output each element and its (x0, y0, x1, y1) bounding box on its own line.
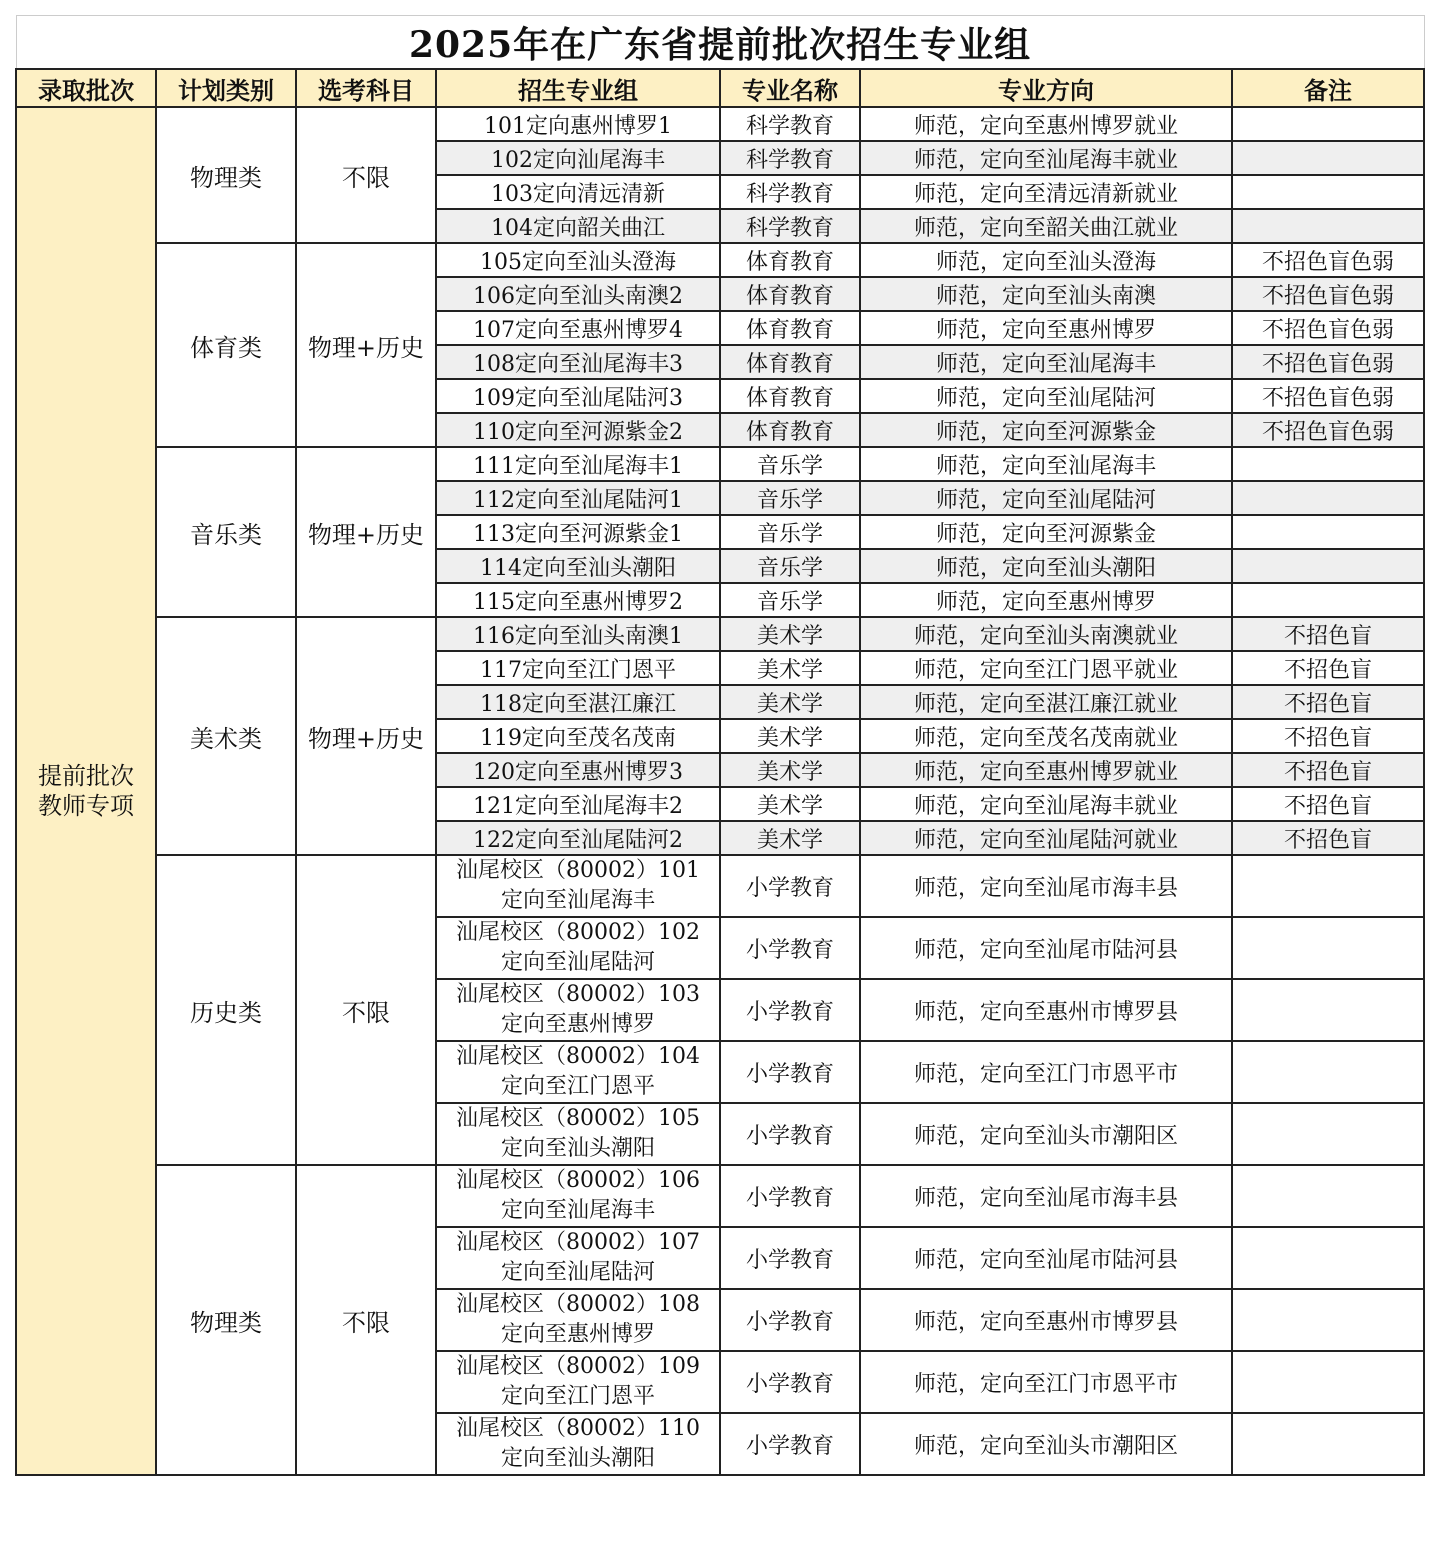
subjects-cell: 不限 (296, 107, 436, 243)
header-row (16, 69, 1424, 107)
note-cell (1232, 1103, 1424, 1165)
header-plan-category: 计划类别 (156, 69, 296, 107)
major-group-cell: 汕尾校区（80002）106 定向至汕尾海丰 (436, 1165, 720, 1227)
major-group-cell: 104定向韶关曲江 (436, 209, 720, 243)
direction-cell: 师范，定向至茂名茂南就业 (860, 719, 1232, 753)
major-name-cell: 音乐学 (720, 481, 860, 515)
note-cell (1232, 175, 1424, 209)
subjects-cell: 物理+历史 (296, 447, 436, 617)
note-cell (1232, 1289, 1424, 1351)
header-major-group: 招生专业组 (436, 69, 720, 107)
major-name-cell: 小学教育 (720, 1041, 860, 1103)
major-name-cell: 美术学 (720, 787, 860, 821)
major-group-cell: 117定向至江门恩平 (436, 651, 720, 685)
major-name-cell: 体育教育 (720, 243, 860, 277)
major-name-cell: 美术学 (720, 719, 860, 753)
direction-cell: 师范，定向至江门恩平就业 (860, 651, 1232, 685)
major-group-cell: 汕尾校区（80002）109 定向至江门恩平 (436, 1351, 720, 1413)
table-row (16, 107, 1424, 141)
major-name-cell: 体育教育 (720, 311, 860, 345)
major-name-cell: 美术学 (720, 651, 860, 685)
header-major-name: 专业名称 (720, 69, 860, 107)
table-row (16, 617, 1424, 651)
major-name-cell: 美术学 (720, 753, 860, 787)
major-name-cell: 小学教育 (720, 855, 860, 917)
major-group-cell: 110定向至河源紫金2 (436, 413, 720, 447)
major-name-cell: 音乐学 (720, 447, 860, 481)
major-name-cell: 音乐学 (720, 549, 860, 583)
subjects-cell: 不限 (296, 1165, 436, 1475)
subjects-cell: 不限 (296, 855, 436, 1165)
major-name-cell: 科学教育 (720, 175, 860, 209)
direction-cell: 师范，定向至汕尾海丰就业 (860, 141, 1232, 175)
note-cell (1232, 855, 1424, 917)
header-batch: 录取批次 (16, 69, 156, 107)
note-cell: 不招色盲 (1232, 719, 1424, 753)
note-cell (1232, 515, 1424, 549)
note-cell: 不招色盲色弱 (1232, 413, 1424, 447)
major-name-cell: 小学教育 (720, 1351, 860, 1413)
major-name-cell: 科学教育 (720, 141, 860, 175)
table-row (16, 855, 1424, 917)
direction-cell: 师范，定向至惠州博罗 (860, 583, 1232, 617)
direction-cell: 师范，定向至江门市恩平市 (860, 1351, 1232, 1413)
table-body (16, 107, 1424, 1475)
major-group-cell: 120定向至惠州博罗3 (436, 753, 720, 787)
major-name-cell: 体育教育 (720, 379, 860, 413)
major-group-cell: 105定向至汕头澄海 (436, 243, 720, 277)
major-name-cell: 小学教育 (720, 1413, 860, 1475)
note-cell: 不招色盲 (1232, 753, 1424, 787)
note-cell: 不招色盲色弱 (1232, 345, 1424, 379)
major-name-cell: 小学教育 (720, 1227, 860, 1289)
major-group-cell: 汕尾校区（80002）103 定向至惠州博罗 (436, 979, 720, 1041)
direction-cell: 师范，定向至清远清新就业 (860, 175, 1232, 209)
major-name-cell: 科学教育 (720, 107, 860, 141)
enrollment-sheet (15, 15, 1423, 1476)
major-group-cell: 107定向至惠州博罗4 (436, 311, 720, 345)
note-cell (1232, 1351, 1424, 1413)
major-group-cell: 111定向至汕尾海丰1 (436, 447, 720, 481)
subjects-cell: 物理+历史 (296, 617, 436, 855)
note-cell: 不招色盲色弱 (1232, 311, 1424, 345)
direction-cell: 师范，定向至汕头澄海 (860, 243, 1232, 277)
plan-category-cell: 历史类 (156, 855, 296, 1165)
major-group-cell: 汕尾校区（80002）105 定向至汕头潮阳 (436, 1103, 720, 1165)
major-name-cell: 小学教育 (720, 1103, 860, 1165)
major-group-cell: 汕尾校区（80002）108 定向至惠州博罗 (436, 1289, 720, 1351)
direction-cell: 师范，定向至汕头潮阳 (860, 549, 1232, 583)
major-name-cell: 音乐学 (720, 583, 860, 617)
direction-cell: 师范，定向至惠州市博罗县 (860, 1289, 1232, 1351)
direction-cell: 师范，定向至汕头南澳就业 (860, 617, 1232, 651)
major-name-cell: 小学教育 (720, 1289, 860, 1351)
note-cell (1232, 1165, 1424, 1227)
major-group-cell: 118定向至湛江廉江 (436, 685, 720, 719)
major-name-cell: 体育教育 (720, 413, 860, 447)
page-title: 2025年在广东省提前批次招生专业组 (16, 16, 1424, 70)
direction-cell: 师范，定向至河源紫金 (860, 515, 1232, 549)
direction-cell: 师范，定向至汕尾陆河 (860, 379, 1232, 413)
major-group-cell: 113定向至河源紫金1 (436, 515, 720, 549)
note-cell (1232, 1041, 1424, 1103)
major-group-cell: 122定向至汕尾陆河2 (436, 821, 720, 855)
note-cell (1232, 447, 1424, 481)
note-cell (1232, 1227, 1424, 1289)
direction-cell: 师范，定向至汕头市潮阳区 (860, 1103, 1232, 1165)
major-name-cell: 小学教育 (720, 1165, 860, 1227)
note-cell (1232, 209, 1424, 243)
plan-category-cell: 体育类 (156, 243, 296, 447)
direction-cell: 师范，定向至汕头市潮阳区 (860, 1413, 1232, 1475)
major-name-cell: 小学教育 (720, 979, 860, 1041)
direction-cell: 师范，定向至汕尾海丰就业 (860, 787, 1232, 821)
header-subjects: 选考科目 (296, 69, 436, 107)
major-name-cell: 体育教育 (720, 345, 860, 379)
note-cell: 不招色盲色弱 (1232, 277, 1424, 311)
major-group-cell: 115定向至惠州博罗2 (436, 583, 720, 617)
batch-cell: 提前批次 教师专项 (16, 107, 156, 1475)
note-cell (1232, 917, 1424, 979)
direction-cell: 师范，定向至惠州市博罗县 (860, 979, 1232, 1041)
note-cell (1232, 583, 1424, 617)
table-row (16, 1165, 1424, 1227)
major-group-cell: 103定向清远清新 (436, 175, 720, 209)
direction-cell: 师范，定向至汕尾陆河就业 (860, 821, 1232, 855)
major-name-cell: 体育教育 (720, 277, 860, 311)
direction-cell: 师范，定向至汕尾市海丰县 (860, 1165, 1232, 1227)
note-cell (1232, 549, 1424, 583)
major-name-cell: 音乐学 (720, 515, 860, 549)
major-group-cell: 121定向至汕尾海丰2 (436, 787, 720, 821)
direction-cell: 师范，定向至汕尾市陆河县 (860, 1227, 1232, 1289)
note-cell: 不招色盲色弱 (1232, 379, 1424, 413)
major-name-cell: 小学教育 (720, 917, 860, 979)
header-direction: 专业方向 (860, 69, 1232, 107)
major-group-cell: 102定向汕尾海丰 (436, 141, 720, 175)
major-group-cell: 116定向至汕头南澳1 (436, 617, 720, 651)
plan-category-cell: 物理类 (156, 1165, 296, 1475)
note-cell: 不招色盲 (1232, 685, 1424, 719)
major-group-cell: 114定向至汕头潮阳 (436, 549, 720, 583)
note-cell: 不招色盲 (1232, 651, 1424, 685)
major-group-cell: 106定向至汕头南澳2 (436, 277, 720, 311)
direction-cell: 师范，定向至汕尾海丰 (860, 345, 1232, 379)
direction-cell: 师范，定向至韶关曲江就业 (860, 209, 1232, 243)
major-group-cell: 119定向至茂名茂南 (436, 719, 720, 753)
direction-cell: 师范，定向至江门市恩平市 (860, 1041, 1232, 1103)
plan-category-cell: 物理类 (156, 107, 296, 243)
note-cell: 不招色盲 (1232, 787, 1424, 821)
note-cell (1232, 107, 1424, 141)
header-note: 备注 (1232, 69, 1424, 107)
major-name-cell: 美术学 (720, 821, 860, 855)
major-group-cell: 汕尾校区（80002）101 定向至汕尾海丰 (436, 855, 720, 917)
direction-cell: 师范，定向至惠州博罗 (860, 311, 1232, 345)
direction-cell: 师范，定向至湛江廉江就业 (860, 685, 1232, 719)
note-cell (1232, 481, 1424, 515)
note-cell (1232, 1413, 1424, 1475)
major-group-cell: 112定向至汕尾陆河1 (436, 481, 720, 515)
plan-category-cell: 美术类 (156, 617, 296, 855)
major-group-cell: 汕尾校区（80002）104 定向至江门恩平 (436, 1041, 720, 1103)
table-row (16, 243, 1424, 277)
major-group-cell: 汕尾校区（80002）107 定向至汕尾陆河 (436, 1227, 720, 1289)
direction-cell: 师范，定向至汕尾海丰 (860, 447, 1232, 481)
direction-cell: 师范，定向至汕尾市海丰县 (860, 855, 1232, 917)
major-group-cell: 汕尾校区（80002）110 定向至汕头潮阳 (436, 1413, 720, 1475)
direction-cell: 师范，定向至惠州博罗就业 (860, 107, 1232, 141)
enrollment-table (15, 15, 1425, 1476)
major-name-cell: 美术学 (720, 685, 860, 719)
table-row (16, 447, 1424, 481)
major-name-cell: 科学教育 (720, 209, 860, 243)
major-name-cell: 美术学 (720, 617, 860, 651)
note-cell (1232, 141, 1424, 175)
direction-cell: 师范，定向至汕尾陆河 (860, 481, 1232, 515)
subjects-cell: 物理+历史 (296, 243, 436, 447)
note-cell: 不招色盲色弱 (1232, 243, 1424, 277)
note-cell: 不招色盲 (1232, 821, 1424, 855)
direction-cell: 师范，定向至惠州博罗就业 (860, 753, 1232, 787)
direction-cell: 师范，定向至汕头南澳 (860, 277, 1232, 311)
direction-cell: 师范，定向至汕尾市陆河县 (860, 917, 1232, 979)
note-cell: 不招色盲 (1232, 617, 1424, 651)
major-group-cell: 109定向至汕尾陆河3 (436, 379, 720, 413)
note-cell (1232, 979, 1424, 1041)
major-group-cell: 101定向惠州博罗1 (436, 107, 720, 141)
major-group-cell: 汕尾校区（80002）102 定向至汕尾陆河 (436, 917, 720, 979)
major-group-cell: 108定向至汕尾海丰3 (436, 345, 720, 379)
direction-cell: 师范，定向至河源紫金 (860, 413, 1232, 447)
plan-category-cell: 音乐类 (156, 447, 296, 617)
